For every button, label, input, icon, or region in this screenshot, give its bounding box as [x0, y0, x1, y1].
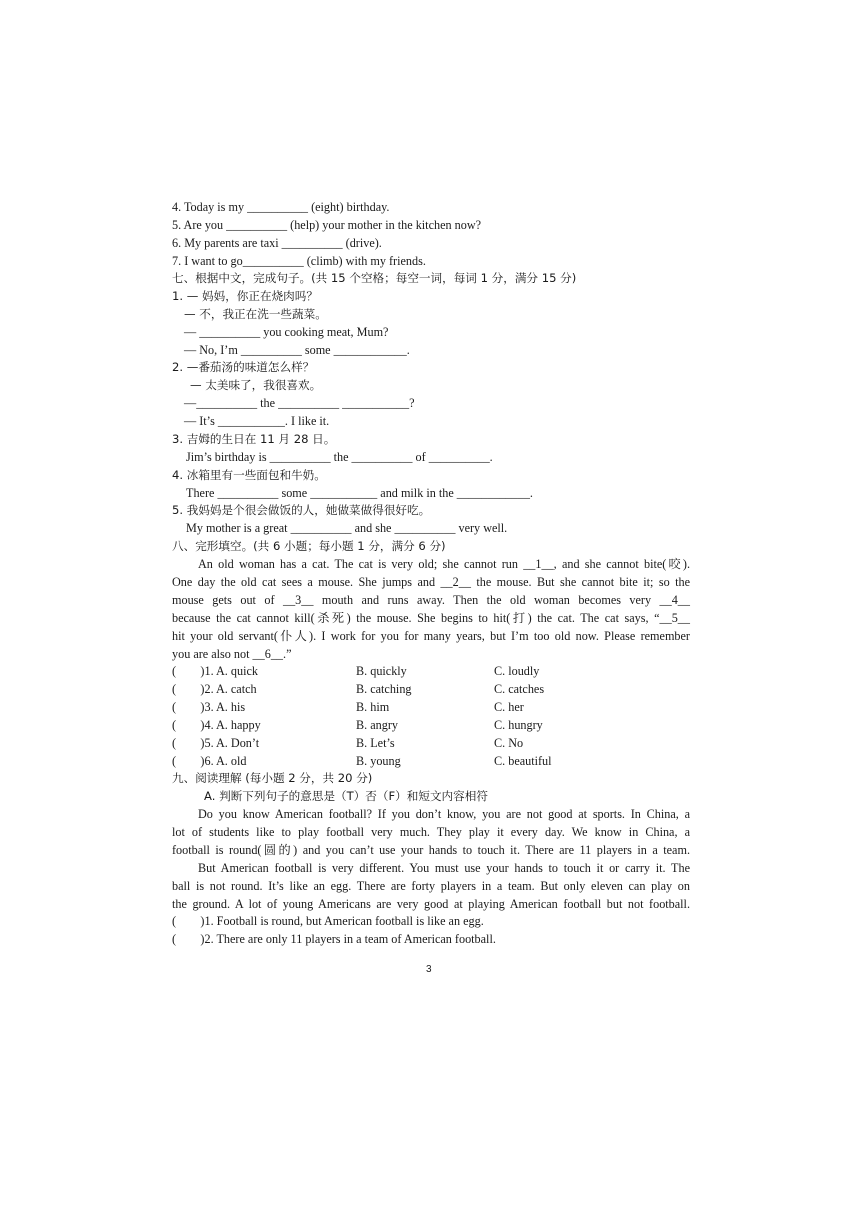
s7-line: — No, I’m __________ some ____________.	[184, 343, 410, 357]
fill-item-6: 6. My parents are taxi __________ (drive).	[172, 236, 382, 250]
reading-line: Do you know American football? If you don’t know, you are not good at sports. In China, a	[198, 807, 690, 821]
fill-item-4: 4. Today is my __________ (eight) birthday.	[172, 200, 390, 214]
cloze-question-a: ( )1. A. quick	[172, 664, 258, 678]
cloze-line: An old woman has a cat. The cat is very old; she cannot run __1__, and she cannot bite(咬).	[198, 557, 690, 571]
s7-line: — 太美味了，我很喜欢。	[190, 378, 322, 392]
fill-item-7: 7. I want to go__________ (climb) with my friends.	[172, 254, 426, 268]
cloze-line: mouse gets out of __3__ mouth and runs away. Then the old woman becomes very __4__	[172, 593, 690, 607]
s7-line: 2. —番茄汤的味道怎么样？	[172, 360, 315, 374]
cloze-question-a: ( )2. A. catch	[172, 682, 257, 696]
section9-subheading: A. 判断下列句子的意思是（T）否（F）和短文内容相符	[204, 789, 488, 803]
cloze-option-b: B. angry	[356, 718, 398, 732]
cloze-option-c: C. her	[494, 700, 524, 714]
tf-question: ( )1. Football is round, but American football is like an egg.	[172, 914, 484, 928]
cloze-option-b: B. catching	[356, 682, 412, 696]
s7-line: 4. 冰箱里有一些面包和牛奶。	[172, 468, 326, 482]
reading-line: lot of students like to play football very much. They play it every day. We know in China, a	[172, 825, 690, 839]
section8-heading: 八、完形填空。(共 6 小题；每小题 1 分，满分 6 分)	[172, 539, 446, 553]
cloze-line: hit your old servant(仆人). I work for you for many years, but I’m too old now. Please remember	[172, 629, 690, 643]
reading-line: football is round(圆的) and you can’t use your hands to touch it. There are 11 players in a team.	[172, 843, 690, 857]
reading-line: the ground. A lot of young Americans are very good at playing American football but not football.	[172, 897, 690, 911]
s7-line: 5. 我妈妈是个很会做饭的人，她做菜做得很好吃。	[172, 503, 431, 517]
section7-heading: 七、根据中文，完成句子。(共 15 个空格；每空一词，每词 1 分，满分 15 分)	[172, 271, 577, 285]
cloze-question-a: ( )3. A. his	[172, 700, 246, 714]
page-number: 3	[426, 964, 432, 975]
cloze-option-c: C. beautiful	[494, 754, 552, 768]
fill-item-5: 5. Are you __________ (help) your mother in the kitchen now?	[172, 218, 482, 232]
s7-line: My mother is a great __________ and she __________ very well.	[186, 521, 508, 535]
cloze-option-c: C. No	[494, 736, 524, 750]
s7-line: — It’s ___________. I like it.	[184, 414, 330, 428]
cloze-option-b: B. him	[356, 700, 390, 714]
section9-heading: 九、阅读理解 (每小题 2 分，共 20 分)	[172, 771, 373, 785]
cloze-question-a: ( )5. A. Don’t	[172, 736, 260, 750]
cloze-question-a: ( )6. A. old	[172, 754, 247, 768]
reading-line: But American football is very different. You must use your hands to touch it or carry it. The	[198, 861, 690, 875]
cloze-option-b: B. Let’s	[356, 736, 395, 750]
tf-question: ( )2. There are only 11 players in a team of American football.	[172, 932, 496, 946]
cloze-option-c: C. loudly	[494, 664, 540, 678]
cloze-line: you are also not __6__.”	[172, 647, 292, 661]
cloze-option-c: C. catches	[494, 682, 545, 696]
cloze-line: One day the old cat sees a mouse. She jumps and __2__ the mouse. But she cannot bite it; so the	[172, 575, 690, 589]
s7-line: 1. — 妈妈，你正在烧肉吗？	[172, 289, 318, 303]
cloze-line: because the cat cannot kill(杀死) the mouse. She begins to hit(打) the cat. The cat says, “__5__	[172, 611, 690, 625]
s7-line: — 不，我正在洗一些蔬菜。	[184, 307, 327, 321]
cloze-option-c: C. hungry	[494, 718, 543, 732]
reading-line: ball is not round. It’s like an egg. There are forty players in a team. But only eleven can play on	[172, 879, 690, 893]
cloze-question-a: ( )4. A. happy	[172, 718, 261, 732]
cloze-option-b: B. young	[356, 754, 401, 768]
cloze-option-b: B. quickly	[356, 664, 407, 678]
s7-line: 3. 吉姆的生日在 11 月 28 日。	[172, 432, 336, 446]
s7-line: There __________ some ___________ and milk in the ____________.	[186, 486, 533, 500]
s7-line: Jim’s birthday is __________ the __________ of __________.	[186, 450, 493, 464]
s7-line: — __________ you cooking meat, Mum?	[184, 325, 389, 339]
s7-line: —__________ the __________ ___________?	[184, 396, 415, 410]
